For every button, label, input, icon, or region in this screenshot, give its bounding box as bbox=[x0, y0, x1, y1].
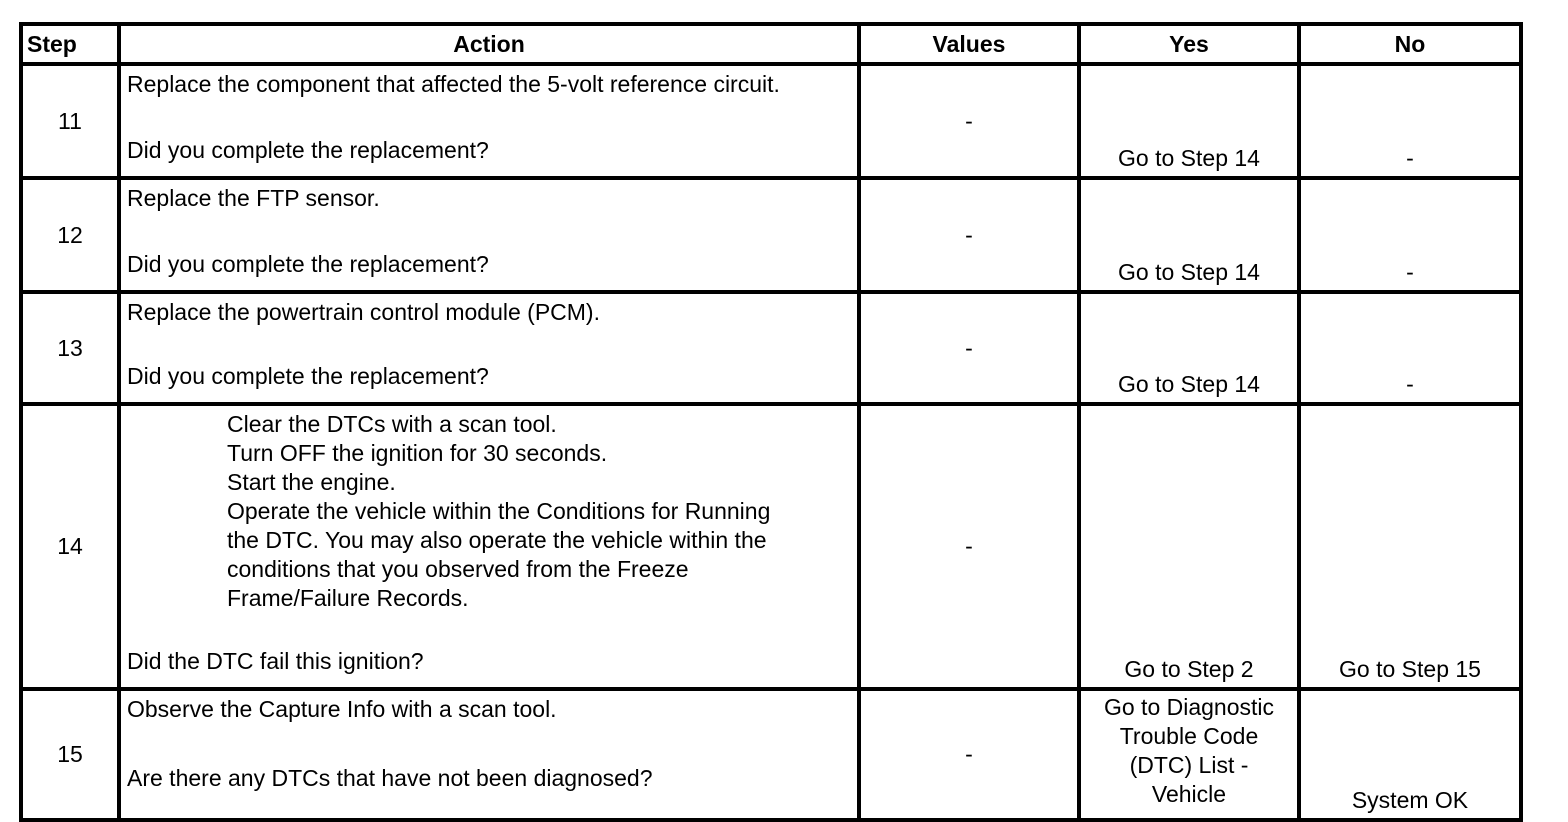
no-cell: - bbox=[1299, 64, 1521, 178]
header-action: Action bbox=[119, 24, 859, 64]
yes-cell: Go to Step 14 bbox=[1079, 64, 1299, 178]
header-no: No bbox=[1299, 24, 1521, 64]
no-cell: - bbox=[1299, 292, 1521, 404]
step-number: 12 bbox=[21, 178, 119, 292]
instruction-line: Operate the vehicle within the Conditions for Running bbox=[227, 498, 771, 524]
instruction-list bbox=[127, 410, 851, 613]
header-yes: Yes bbox=[1079, 24, 1299, 64]
step-number: 14 bbox=[21, 404, 119, 689]
action-cell bbox=[119, 689, 859, 820]
action-cell bbox=[119, 64, 859, 178]
action-question: Are there any DTCs that have not been diagnosed? bbox=[127, 765, 653, 791]
table-row bbox=[21, 404, 1521, 689]
values-cell: - bbox=[859, 292, 1079, 404]
no-cell: - bbox=[1299, 178, 1521, 292]
action-question: Did you complete the replacement? bbox=[127, 363, 489, 389]
instruction-line: Frame/Failure Records. bbox=[227, 585, 469, 611]
action-cell bbox=[119, 178, 859, 292]
table-header-row bbox=[21, 24, 1521, 64]
table-row bbox=[21, 64, 1521, 178]
instruction-line: Start the engine. bbox=[227, 469, 396, 495]
instruction-line: Turn OFF the ignition for 30 seconds. bbox=[227, 440, 608, 466]
yes-cell: Go to Step 14 bbox=[1079, 178, 1299, 292]
yes-line: Vehicle bbox=[1151, 781, 1227, 807]
action-question: Did the DTC fail this ignition? bbox=[127, 648, 424, 674]
values-cell: - bbox=[859, 64, 1079, 178]
action-instruction: Observe the Capture Info with a scan tool. bbox=[127, 696, 557, 722]
table-row bbox=[21, 689, 1521, 820]
action-instruction: Replace the FTP sensor. bbox=[127, 185, 380, 211]
yes-cell: Go to Step 14 bbox=[1079, 292, 1299, 404]
header-step: Step bbox=[21, 24, 119, 64]
no-cell: System OK bbox=[1299, 689, 1521, 820]
yes-line: Go to Diagnostic bbox=[1103, 694, 1275, 720]
values-cell: - bbox=[859, 178, 1079, 292]
yes-cell bbox=[1079, 689, 1299, 820]
table-row bbox=[21, 292, 1521, 404]
action-question: Did you complete the replacement? bbox=[127, 137, 489, 163]
instruction-line: conditions that you observed from the Freeze bbox=[227, 556, 689, 582]
action-instruction: Replace the powertrain control module (PCM). bbox=[127, 299, 600, 325]
step-number: 11 bbox=[21, 64, 119, 178]
yes-line: Trouble Code bbox=[1119, 723, 1259, 749]
yes-line: (DTC) List - bbox=[1129, 752, 1249, 778]
step-number: 15 bbox=[21, 689, 119, 820]
action-cell bbox=[119, 292, 859, 404]
values-cell: - bbox=[859, 689, 1079, 820]
table-row bbox=[21, 178, 1521, 292]
diagnostic-steps-table bbox=[19, 22, 1523, 822]
instruction-line: the DTC. You may also operate the vehicle within the bbox=[227, 527, 767, 553]
values-cell: - bbox=[859, 404, 1079, 689]
yes-cell: Go to Step 2 bbox=[1079, 404, 1299, 689]
step-number: 13 bbox=[21, 292, 119, 404]
action-instruction: Replace the component that affected the 5-volt reference circuit. bbox=[127, 71, 780, 97]
instruction-line: Clear the DTCs with a scan tool. bbox=[227, 411, 557, 437]
action-cell bbox=[119, 404, 859, 689]
no-cell: Go to Step 15 bbox=[1299, 404, 1521, 689]
header-values: Values bbox=[859, 24, 1079, 64]
action-question: Did you complete the replacement? bbox=[127, 251, 489, 277]
